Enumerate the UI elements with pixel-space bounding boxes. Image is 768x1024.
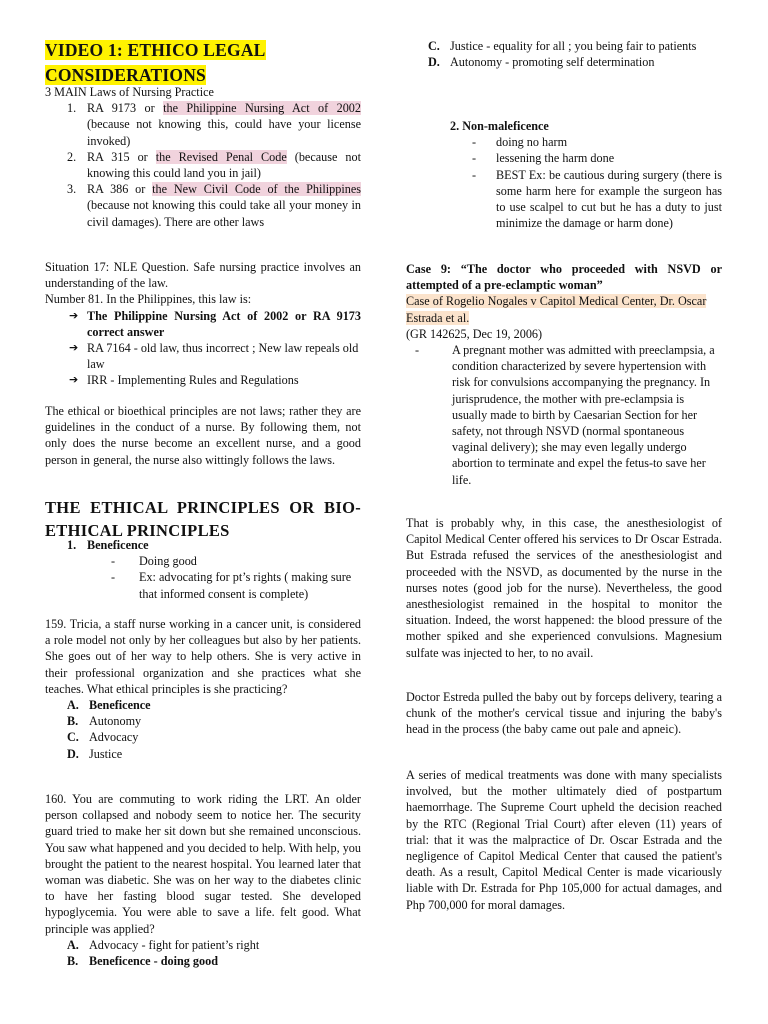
option-text: Autonomy [89, 714, 142, 729]
beneficence-text: Ex: advocating for pt’s rights ( making sure that informed consent is complete) [139, 570, 352, 601]
law-code: RA 386 or [87, 182, 153, 197]
bullet-dash: - [472, 135, 477, 150]
option-text: Beneficence - doing good [89, 954, 218, 969]
law-number: 1. [67, 101, 77, 116]
answer-text: IRR - Implementing Rules and Regulations [87, 373, 299, 388]
paragraph-forceps: Doctor Estreda pulled the baby out by forceps delivery, tearing a chunk of the mother's cervical tissue and injuring the baby's head in the process (the baby came out pale and apneic). [406, 690, 722, 737]
arrow-icon: ➔ [69, 373, 79, 387]
bullet-dash: - [111, 570, 116, 585]
option-letter: B. [67, 954, 79, 969]
option-letter: D. [67, 746, 79, 761]
case-heading: Case 9: “The doctor who proceeded with NSVD or attempted of a pre-eclamptic woman” [406, 262, 722, 293]
law-code: RA 9173 or [87, 101, 164, 116]
answer-text: The Philippine Nursing Act of 2002 or RA 9173 correct answer [87, 308, 361, 339]
option-text: Advocacy - fight for patient’s right [89, 937, 260, 952]
title-line-2: CONSIDERATIONS [45, 65, 206, 85]
option-item [45, 953, 361, 969]
law-name: the Revised Penal Code [155, 149, 287, 164]
question-81-options [45, 308, 361, 389]
case-bullet-text: A pregnant mother was admitted with preeclampsia, a condition characterized by severe hypertension with risk for convulsions accompanying the pregnancy. In jurisprudence, the mother with pre-eclampsia is usually made to birth by Caesarian Section for her safety, not through NSVD (normal spontaneous vaginal delivery); she may even legally undergo abortion to terminate and expel the fetus-to save her life. [452, 343, 715, 487]
option-letter: C. [67, 730, 79, 745]
option-item [406, 54, 722, 70]
nonmaleficence-text: lessening the harm done [496, 151, 615, 166]
nonmaleficence-text: BEST Ex: be cautious during surgery (there is some harm here for example the surgeon has to use scalpel to cut but he has a duty to just minimize the damage or harm done) [496, 167, 722, 231]
law-item [45, 181, 361, 230]
law-text [87, 149, 361, 181]
beneficence-text: Doing good [139, 554, 197, 569]
nonmaleficence-heading: 2. Non-maleficence [450, 119, 549, 133]
law-text [87, 100, 361, 149]
bullet-dash: - [472, 151, 477, 166]
answer-item [45, 372, 361, 388]
option-letter: D. [428, 55, 440, 70]
law-code: RA 315 or [87, 149, 156, 164]
title-line-1: VIDEO 1: ETHICO LEGAL [45, 40, 266, 60]
case-name: Case of Rogelio Nogales v Capitol Medical Center, Dr. Oscar Estrada et al. [406, 294, 707, 325]
nonmaleficence-item [406, 167, 722, 232]
law-name: the New Civil Code of the Philippines [152, 182, 361, 197]
laws-list [45, 100, 361, 230]
bullet-dash: - [111, 554, 116, 569]
beneficence-item [45, 569, 361, 601]
beneficence-list [45, 553, 361, 602]
ethics-paragraph: The ethical or bioethical principles are not laws; rather they are guidelines in the conduct of a nurse. By following them, not only does the nurse become an excellent nurse, and a good person in general, the nurse also wittingly follows the laws. [45, 404, 361, 467]
law-text [87, 181, 361, 230]
paragraph-anesthesiologist: That is probably why, in this case, the anesthesiologist of Capitol Medical Center offered his services to Dr Oscar Estrada. But Estrada refused the services of the anesthesiologist and proceeded with the NSVD, as documented by the nurse in the nurses notes (good job for the nurse). Nevertheless, the good anesthesiologist remained in the hospital to monitor the situation. Indeed, the worst happened: the blood pressure of the mother spiked and she experienced convulsions. Magnesium sulfate was injected to her, to no avail. [406, 516, 722, 660]
question-159-options [45, 697, 361, 762]
option-item [45, 937, 361, 953]
option-text: Advocacy [89, 730, 139, 745]
question-159: 159. Tricia, a staff nurse working in a cancer unit, is considered a role model not only by her colleagues but also by her patients. She goes out of her way to help others. She is very active in their professional organization and she practices what she teaches. What ethical principles is she practicing? [45, 617, 361, 696]
option-item [45, 746, 361, 762]
nonmaleficence-item [406, 150, 722, 166]
option-letter: A. [67, 698, 79, 713]
document-title [45, 38, 266, 88]
answer-item [45, 340, 361, 372]
law-note: (because not knowing this, could have your license invoked) [87, 117, 361, 148]
bullet-dash: - [472, 167, 477, 182]
nonmaleficence-list [406, 134, 722, 231]
option-text: Beneficence [89, 698, 151, 713]
law-name: the Philippine Nursing Act of 2002 [163, 101, 361, 116]
option-letter: A. [67, 937, 79, 952]
option-text: Autonomy - promoting self determination [450, 55, 655, 70]
situation-text: Situation 17: NLE Question. Safe nursing practice involves an understanding of the law. [45, 260, 361, 291]
bullet-dash: - [414, 343, 420, 358]
principles-heading: THE ETHICAL PRINCIPLES OR BIO-ETHICAL PRINCIPLES [45, 498, 361, 540]
question-160-options [45, 937, 361, 969]
law-item [45, 100, 361, 149]
question-160: 160. You are commuting to work riding the LRT. An older person collapsed and nobody seem to notice her. The security guard tried to make her sit down but she remained unconscious. You saw what happened and you decided to help. With help, you brought the patient to the nearest hospital. You learned later that woman was diabetic. She was on her way to the diabetes clinic to have her fasting blood sugar tested. She developed hypoglycemia. You were able to save a life. felt good. What principle was applied? [45, 792, 361, 936]
case-reference: (GR 142625, Dec 19, 2006) [406, 326, 543, 341]
question-160-continued-options [406, 38, 722, 70]
option-text: Justice - equality for all ; you being fair to patients [450, 39, 697, 53]
option-text: Justice [89, 746, 123, 761]
nonmaleficence-text: doing no harm [496, 135, 568, 150]
beneficence-number: 1. [67, 538, 77, 552]
law-item [45, 149, 361, 181]
option-item [45, 729, 361, 745]
option-letter: B. [67, 714, 79, 729]
question-81: Number 81. In the Philippines, this law is: [45, 292, 252, 307]
answer-text: RA 7164 - old law, thus incorrect ; New law repeals old law [87, 341, 359, 372]
law-note: (because not knowing this could land you in jail) [87, 149, 361, 181]
option-letter: C. [428, 39, 440, 53]
option-item [406, 38, 722, 54]
arrow-icon: ➔ [69, 341, 79, 355]
beneficence-item [45, 553, 361, 569]
nonmaleficence-item [406, 134, 722, 150]
option-item [45, 713, 361, 729]
arrow-icon: ➔ [69, 308, 79, 322]
beneficence-label: Beneficence [87, 538, 149, 552]
answer-item [45, 308, 361, 340]
laws-heading: 3 MAIN Laws of Nursing Practice [45, 85, 214, 99]
option-item [45, 697, 361, 713]
law-note: (because not knowing this could take all your money in civil damages). There are other laws [87, 198, 361, 229]
law-number: 3. [67, 182, 77, 197]
paragraph-supreme-court: A series of medical treatments was done with many specialists involved, but the mother ultimately died of postpartum haemorrhage. The Supreme Court upheld the decision reached by the RTC (Regional Trial Court) after eleven (11) years of trial: that it was the malpractice of Dr. Oscar Estrada and the negligence of Capitol Medical Center that caused the patient's death. As a result, Capitol Medical Center is made vicariously liable with Dr. Estrada for Php 105,000 for actual damages, and Php 700,000 for moral damages. [406, 768, 722, 912]
law-number: 2. [67, 149, 77, 164]
